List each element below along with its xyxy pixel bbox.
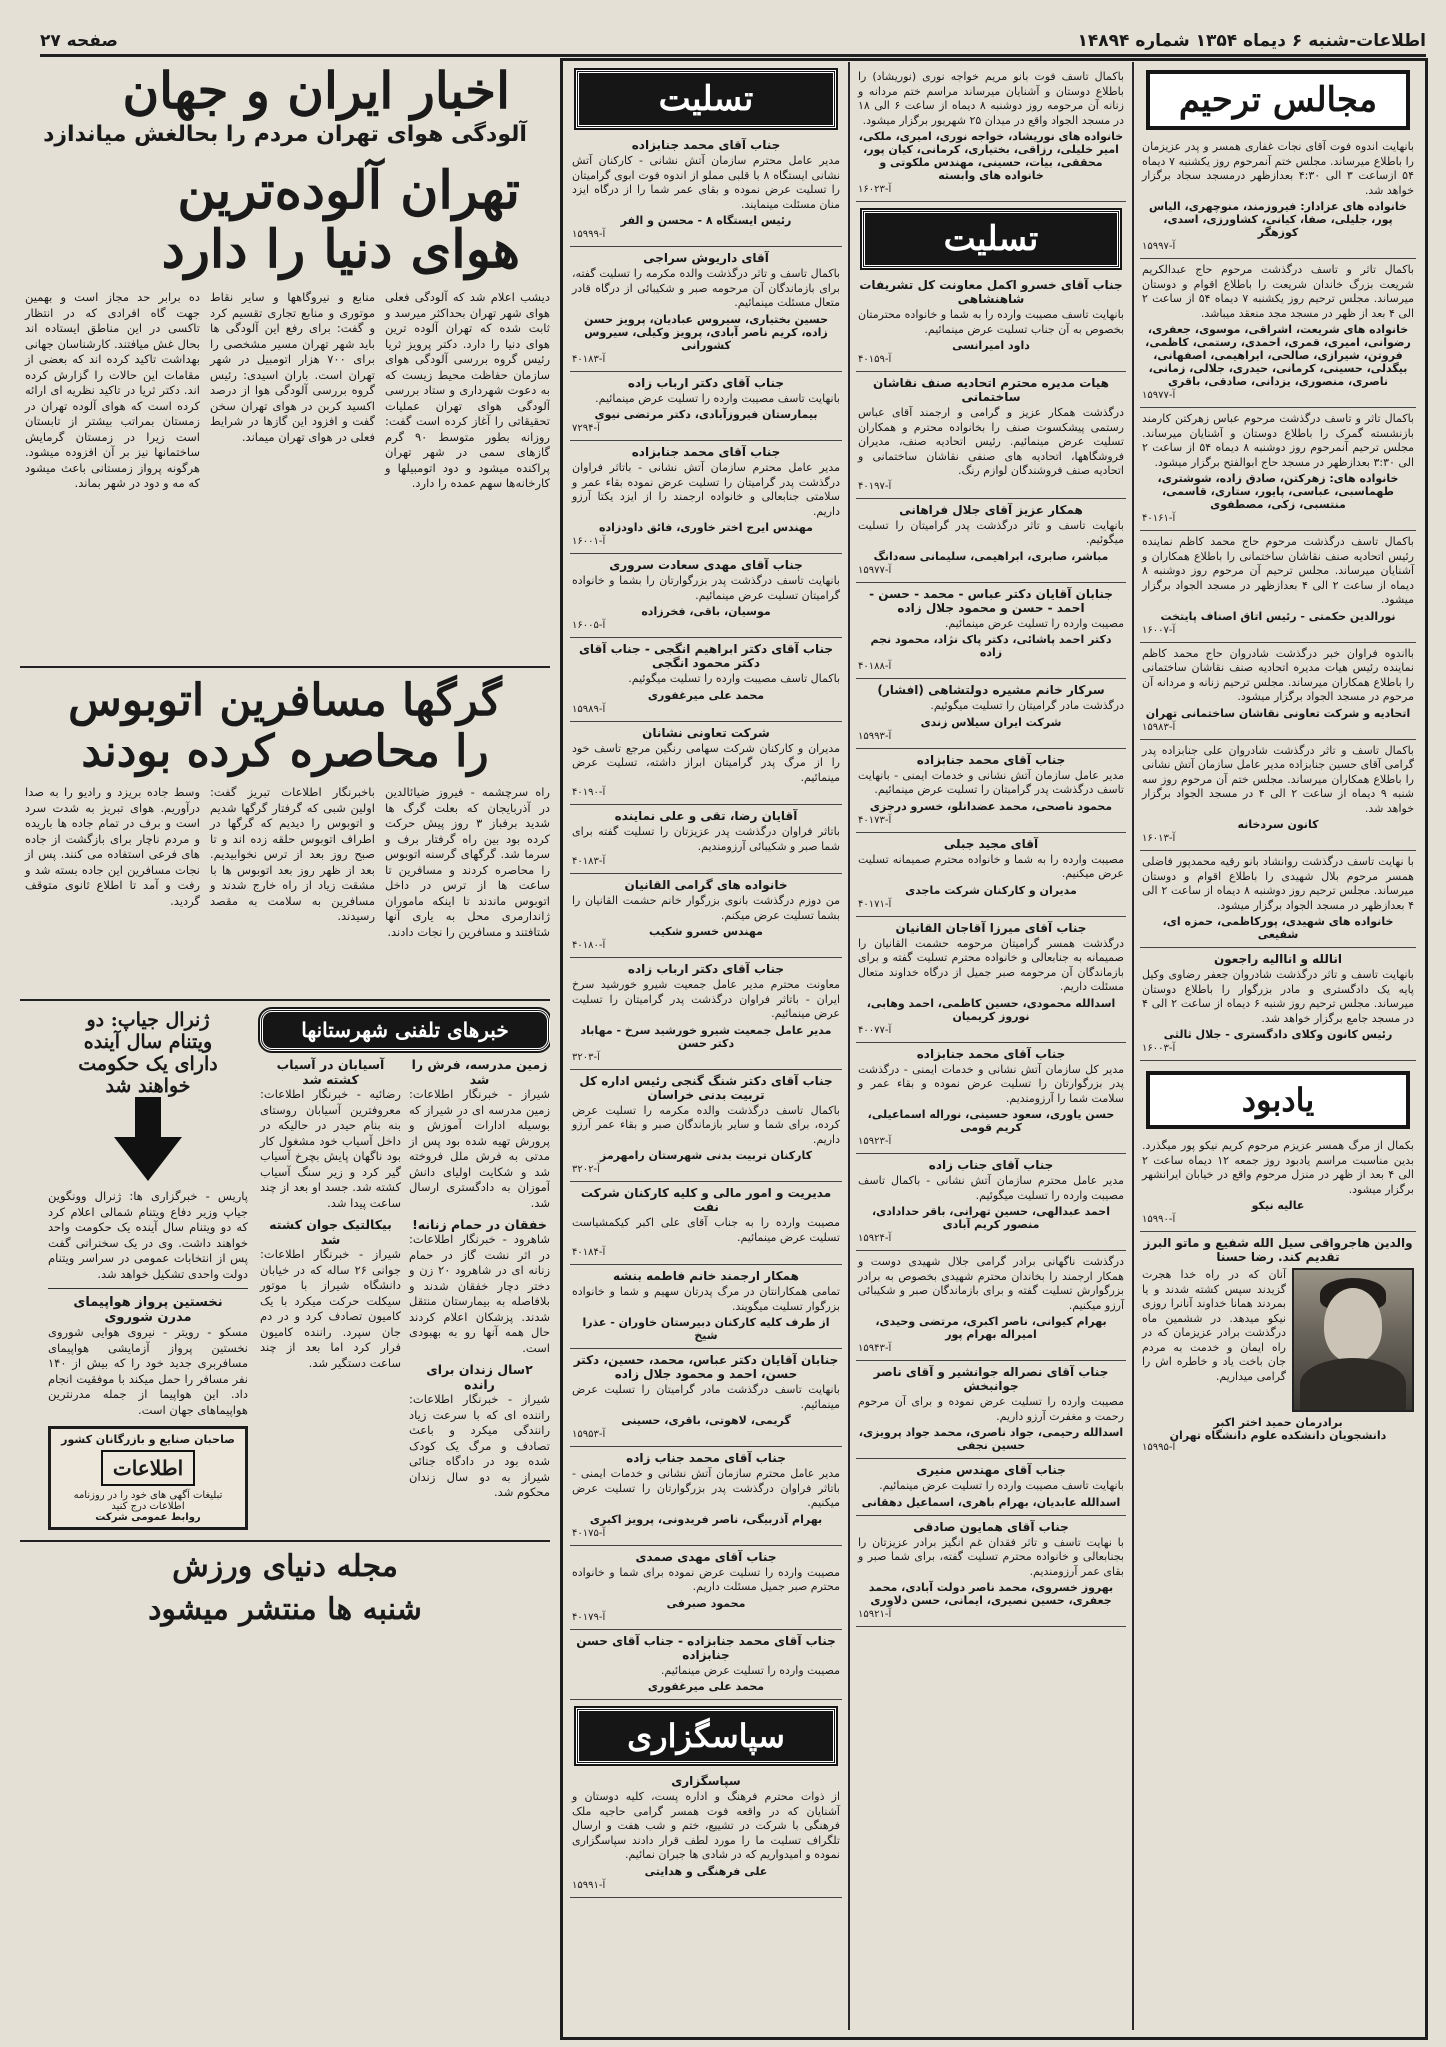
condolence2-notice-body: درگذشت همسر گرامیتان مرحومه حشمت القانیان را صمیمانه به جنابعالی و خانواده محترم تسلیت گفته و برای بازماندگان آن مرحومه صبر جمیل از درگاه خداوند متعال مسئلت داریم. (858, 936, 1124, 993)
condolence-notice-title: جناب آقای محمد جنابزاده - جناب آقای حسن جنابزاده (576, 1633, 836, 1662)
condolence-notice-code: آ-۱۵۹۹۹ (572, 229, 606, 240)
condolence2-notice (856, 372, 1126, 499)
condolence-notice-code: آ-۴۰۱۷۹ (572, 1611, 606, 1623)
memorial-service-notice (1140, 259, 1416, 408)
memorial-service-notice-code: آ-۴۰۱۶۱ (1142, 513, 1176, 524)
condolence-notice-sig: حسین بختیاری، سیروس عبادیان، پرویز حسن زاده، کریم ناصر آبادی، پرویز وکیلی، سیروس کشورانی (584, 312, 828, 352)
condolence-notice-code: آ-۱۵۹۸۹ (572, 703, 606, 715)
condolence-notice-body: مدیر عامل محترم سازمان آتش نشانی - کارکنان آتش نشانی ایستگاه ۸ با قلبی مملو از اندوه فوت ابوی گرامیتان را تسلیت عرض نموده و بقای عمر شما را از درگاه ایزد منان مسئلت مینمایند. (572, 154, 841, 211)
memorial-services-column (1140, 66, 1416, 2026)
sport-title-1: مجله دنیای ورزش (172, 1549, 398, 1585)
condolence2-notice-sig: داود امیرانسی (952, 339, 1030, 352)
condolence2-notice-body: مدیر عامل سازمان آتش نشانی و خدمات ایمنی - بانهایت تاسف درگذشت پدر گرامیتان را تسلیت عرض مینمائیم. (858, 768, 1124, 796)
condolence-notice (570, 1182, 842, 1265)
memorial-service-notice-code: آ-۱۶۰۰۳ (1142, 1043, 1176, 1054)
condolence2-notice-code: آ-۴۰۱۸۸ (858, 661, 892, 672)
condolence-notice-sig: از طرف کلیه کارکنان دبیرستان خاوران - عذرا شیخ (582, 1316, 830, 1342)
top-obituary (856, 66, 1126, 202)
pn2-title: آسیابان در آسیاب کشته شد (276, 1057, 385, 1088)
condolence2-notice-title: جنابان آقایان دکتر عباس - محمد - حسن - احمد - حسن و محمود جلال زاده (869, 586, 1113, 615)
condolence2-notice (856, 679, 1126, 749)
condolence-notice-title: جناب آقای محمد جنابزاده (631, 138, 781, 152)
flight-title-1: نخستین پرواز هواپیمای (73, 1295, 223, 1311)
condolence2-notice-code: آ-۴۰۱۵۹ (858, 354, 892, 365)
ettelaat-ad (48, 1426, 248, 1530)
condolence-notice-code: آ-۱۶۰۰۵ (572, 620, 606, 631)
condolence-notice-body: باکمال تاسف درگذشت والده مکرمه را تسلیت عرض کرده، برای شما و سایر بازماندگان صبر و بقاء عمر آرزو داریم. (572, 1103, 840, 1146)
condolence-notice-sig: مهندس ایرج اختر خاوری، فائق داودزاده (599, 521, 813, 534)
general-body: پاریس - خبرگزاری ها: ژنرال وونگوین جیاپ وزیر دفاع ویتنام شمالی اعلام کرد که دو ویتنام سال آینده یک حکومت واحد خواهند داشت. وی در یک سخنرانی گفت پس از انتخابات عمومی در سراسر ویتنام دولت واحدی تشکیل خواهد شد. (48, 1189, 248, 1281)
condolence-banner-2: تسلیت (862, 210, 1120, 268)
condolence-notice (570, 134, 842, 247)
condolence-notice-sig: محمد علی میرغفوری (647, 688, 765, 702)
condolence2-notice-code: آ-۱۵۹۴۳ (858, 1343, 892, 1354)
condolence-notice-title: جناب آقای مهدی صمدی (635, 1549, 777, 1564)
condolence-notice (570, 1546, 842, 1630)
condolence2-notice-body: درگذشت مادر گرامیتان را تسلیت میگوئیم. (930, 699, 1124, 712)
memorial-service-notice-body: با نهایت تاسف درگذشت روانشاد بانو رقیه محمدپور فاضلی همسر مرحوم بلال شهیدی را باطلاع اقوام و دوستان میرساند. مجلس ترحیم روز دوشنبه ۸ دیماه از ساعت ۲ الی ۴ بعدازظهر در مسجد الجواد برگزار میشود. (1142, 855, 1414, 912)
memorial-service-notice-body: باکمال تاسف و تاثر درگذشت شادروان علی جنابزاده پدر گرامی آقای حسین جنابزاده مدیر عامل سازمان آتش نشانی را باطلاع همکاران میرساند. مجلس ختم آن مرحوم روز سه شنبه ۹ دیماه از ساعت ۲ الی ۴ در مسجد الجواد برگزار خواهد شد. (1142, 743, 1414, 815)
memorial-service-notice-sig: خانواده های شهیدی، پورکاظمی، حمزه ای، شفیعی (1162, 915, 1394, 941)
condolence-notice (570, 247, 842, 372)
memorial-service-notice-code: آ-۱۵۹۹۷ (1142, 241, 1176, 252)
condolence-notice-title: آقایان رضا، تقی و علی نماینده (614, 809, 798, 823)
condolence-notice-sig: مهندس خسرو شکیب (649, 925, 763, 938)
condolence2-notice-body: مصیبت وارده را تسلیت عرض مینمائیم. (944, 616, 1124, 630)
condolence2-notice-sig: دکتر احمد پاشائی، دکتر پاک نژاد، محمود نجم زاده (870, 633, 1112, 659)
memorial-service-notice (1140, 740, 1416, 852)
condolence2-notice-body: با نهایت تاسف و تاثر فقدان غم انگیز برادر عزیزتان را بجنابعالی و خانواده محترم تسلیت گفته، برای شما صبر و بقای عمر آرزومندیم. (858, 1535, 1124, 1578)
section-title: اخبار ایران و جهان (122, 61, 510, 120)
thanks-notice-sig: علی فرهنگی و هدایتی (644, 1864, 768, 1878)
condolence-notice (570, 1265, 842, 1349)
condolence-notice-code: آ-۴۰۱۹۰ (572, 787, 606, 798)
memorial-title: والدین هاجرواقی سیل الله شفیع و ماتو البرز تقدیم کند. رضا حسنا (1143, 1236, 1413, 1264)
memorial-service-notice-body: بااندوه فراوان خبر درگذشت شادروان حاج محمد کاظم نماینده رئیس هیات مدیره اتحادیه صنف نقاشان ساختمانی را باطلاع همکاران میرساند. مجلس ترحیم زنانه و مردانه آن مرحوم در مسجد الجواد برگزار میشود. (1142, 646, 1414, 703)
memorial-service-notice-body: باکمال تاثر و تاسف درگذشت مرحوم عباس زهرکتن کارمند بازنشسته گمرک را باطلاع دوستان و آشنایان میرساند. مجلس ترحیم آنمرحوم روز دوشنبه ۸ دیماه ۵۴ از ساعت ۲ الی ۳:۳۰ بعدازظهر در مسجد حاج ابوالفتح برگزار میشود. (1142, 412, 1414, 469)
majalis-banner: مجالس ترحیم (1146, 70, 1410, 130)
condolence-notice-sig: گریمی، لاهوتی، باقری، حسینی (621, 1414, 791, 1427)
condolence2-notice-sig: بهروز خسروی، محمد ناصر دولت آبادی، محمد جعفری، حسین نصیری، ایمانی، حسن دلاوری (868, 1581, 1114, 1607)
ad-line1: صاحبان صنایع و بازرگانان کشور (61, 1433, 235, 1447)
condolence-notice-sig: موسیان، باقی، فخرزاده (641, 605, 771, 618)
condolence-notice-title: جنابان آقایان دکتر عباس، محمد، حسین، دکتر حسن، احمد و محمود جلال زاده (573, 1353, 839, 1381)
kicker: آلودگی هوای تهران مردم را بحالغش میاندازد (43, 121, 527, 147)
condolence2-notice-title: جناب آقای جناب زاده (928, 1158, 1054, 1172)
condolence2-notice-sig: شرکت ایران سیلاس زندی (920, 715, 1062, 729)
condolence-notice (570, 805, 842, 874)
condolence-notice-body: من دوزم درگذشت بانوی بزرگوار خانم حشمت القانیان را بشما تسلیت عرض میکنم. (572, 894, 840, 922)
condolence-notice (570, 958, 842, 1070)
condolence2-notice-code: آ-۴۰۱۷۱ (858, 898, 892, 910)
story2-col3: وسط جاده بریزد و رادیو را به صدا درآوریم. هوای تبریز به شدت سرد است و برف در تمام جاده ها باریده و مردم ناچار برای بازگشت از جاده های فرعی استفاده می کنند. پس از نجات مسافرین این جاده بسته شد و رفت و آمد تا اطلاع ثانوی متوقف گردید. (25, 785, 200, 908)
ad-line2: تبلیغات آگهی های خود را در روزنامه اطلاعات درج کنید (73, 1490, 223, 1513)
condolence-notice-body: بانهایت تاسف درگذشت مادر گرامیتان را تسلیت عرض مینمائیم. (572, 1383, 840, 1411)
condolence-notice-title: جناب آقای مهدی سعادت سروری (609, 558, 803, 572)
yadbud-code: آ-۱۵۹۹۰ (1142, 1214, 1176, 1225)
memorial-service-notice (1140, 851, 1416, 948)
condolence-notice-body: باکمال تاسف مصیبت وارده را تسلیت میگوئیم. (628, 672, 840, 685)
ad-line3: روابط عمومی شرکت (95, 1512, 201, 1524)
condolence-notice-code: آ-۴۰۱۷۵ (572, 1527, 606, 1539)
condolence2-notice-title: هیات مدیره محترم اتحادیه صنف نقاشان ساختمانی (872, 376, 1110, 404)
condolence-notice (570, 554, 842, 638)
condolence-notice-body: تمامی همکارانتان در مرگ پدرتان سهیم و شما و خانواده بزرگوار تسلیت میگویند. (572, 1285, 840, 1313)
condolence2-notice-code: آ-۱۵۹۹۳ (858, 730, 892, 742)
condolence-notice-title: جناب آقای محمد جناب زاده (626, 1451, 786, 1465)
condolence2-notice (856, 1516, 1126, 1628)
condolence2-notice-title: جناب آقای مهندس منیری (916, 1463, 1066, 1477)
memorial-service-notice-sig: رئیس کانون وکلای دادگستری - جلال ثالثی (1163, 1028, 1393, 1041)
yadbud-sig: عالیه نیکو (1251, 1199, 1305, 1212)
memorial-service-notice-sig: خانواده های: زهرکتن، صادق زاده، شوشتری، طهماسبی، عباسی، پایور، ستاری، قاسمی، منتسبی، زکی، مصطفوی (1157, 472, 1399, 511)
condolence2-notice-sig: مدیران و کارکنان شرکت ماجدی (905, 883, 1077, 897)
condolence2-notice-sig: بهرام کیوانی، ناصر اکبری، مرتضی وحیدی، امیراله بهرام پور (875, 1315, 1107, 1341)
condolence-notice-code: آ-۴۰۱۸۰ (572, 940, 606, 951)
issue-info: اطلاعات-شنبه ۶ دیماه ۱۳۵۴ شماره ۱۴۸۹۴ (1077, 31, 1426, 51)
yadbud-banner: یادبود (1146, 1071, 1410, 1129)
condolence2-notice-title: جناب آقای نصراله جوانشیر و آقای ناصر جوانبخش (873, 1365, 1109, 1393)
story1-columns (20, 290, 550, 660)
condolence-notice-body: مصیبت وارده را تسلیت عرض مینمائیم. (660, 1663, 840, 1677)
condolence2-notice (856, 917, 1126, 1043)
condolence2-notice (856, 833, 1126, 917)
story2-headline-2: را محاصره کرده بودند (81, 725, 489, 777)
condolence-notice-body: باتاثر فراوان درگذشت پدر عزیزتان را تسلیت گفته برای شما صبر و شکیبائی آرزومندیم. (572, 825, 840, 853)
condolence2-notice-sig: اسدالله عابدیان، بهرام باهری، اسماعیل دهقانی (861, 1495, 1121, 1509)
story1-col1: دیشب اعلام شد که آلودگی فعلی هوای شهر تهران بحداکثر میرسد و ثابت شده که تهران آلوده ترین هوای دنیا را دارد. دکتر پرویز ثریا رئیس گروه بررسی آلودگی هوای سازمان حفاظت محیط زیست که به دعوت شهرداری و ستاد بررسی آلودگی هوای تهران عملیات تحقیقاتی را آغاز کرده است گفت: روزانه بطور متوسط ۹۰ گرم گازهای سمی در شهر تهران پراکنده میشود و دود اتومبیلها و کارخانه‌ها سهم عمده را دارد. (385, 290, 550, 491)
memorial-service-notice-code: آ-۱۶۰۱۳ (1142, 833, 1176, 844)
condolence2-notice-title: جناب آقای محمد جنابزاده (916, 1046, 1066, 1061)
condolence-notice-body: مصیبت وارده را تسلیت عرض نموده برای شما و خانواده محترم صبر جمیل مسئلت داریم. (572, 1565, 840, 1593)
condolence-column-2 (856, 66, 1126, 2026)
thanks-notice-body: از ذوات محترم فرهنگ و اداره پست، کلیه دوستان و آشنایان که در واقعه فوت همسر گرامی حاجیه ملک فرهنگی با شرکت در تشییع، ختم و شب هفت و ارسال تلگراف تسلیت ما را مورد لطف قرار دادند سپاسگزاری نموده و امیدواریم که در شادی ها جبران نمائیم. (572, 1790, 840, 1861)
general-title (48, 1009, 248, 1097)
condolence2-notice-code: آ-۴۰۱۹۷ (858, 480, 892, 492)
condolence2-notice-sig: حسن یاوری، سعود حسینی، نوراله اسماعیلی، کریم قومی (867, 1108, 1115, 1134)
pn1-body: شیراز - خبرنگار اطلاعات: زمین مدرسه ای در شیراز که بوسیله ادارات آموزش و پرورش تهیه شده بود پس از مدتی به فرش ملل فروخته شد و شکایت اولیای دانش آموزان به دادگستری ارسال شد. (409, 1087, 550, 1210)
pn1-title: زمین مدرسه، فرش را شد (411, 1057, 548, 1088)
condolence2-notice (856, 499, 1126, 583)
condolence-notice (570, 441, 842, 554)
memorial-code: آ-۱۵۹۹۵ (1142, 1442, 1176, 1453)
thanks-notice-code: آ-۱۵۹۹۱ (572, 1879, 606, 1891)
condolence-notice-code: آ-۴۰۱۸۳ (572, 856, 606, 867)
pn5-title: بیکالتیک جوان کشته شد (269, 1217, 392, 1248)
flight-body: مسکو - رویتر - نیروی هوایی شوروی نخستین پرواز آزمایشی هواپیمای مسافربری جدید خود را که بیش از ۱۴۰ نفر مسافر را حمل میکند با موفقیت انجام داد. این هواپیما از جمله مدرنترین هواپیماهای جهان است. (48, 1325, 248, 1417)
condolence2-notice-body: بانهایت تاسف مصیبت وارده را به شما و خانواده محترمتان بخصوص به آن جناب تسلیت عرض مینمائیم. (858, 308, 1124, 336)
top-obituary-family: خانواده های نوریشاد، خواجه نوری، امیری، ملکی، امیر خلیلی، رزاقی، بختیاری، کرمانی، کیان پور، محققی، بیات، حسینی، مهندس ملکوتی و خانواده های وابسته (858, 130, 1124, 182)
general-title-4: خواهند شد (105, 1075, 191, 1098)
condolence2-notice-body: مدیر کل سازمان آتش نشانی و خدمات ایمنی - درگذشت پدر بزرگوارتان را تسلیت عرض نموده و بقاء عمر و سلامت شما را آرزومندیم. (858, 1062, 1124, 1105)
thanks-banner: سپاسگزاری (576, 1708, 836, 1764)
condolence-notice (570, 1447, 842, 1546)
condolence2-notice-code: آ-۴۰۰۷۷ (858, 1024, 892, 1036)
memorial-service-notice-code: آ-۱۵۹۷۷ (1142, 390, 1176, 401)
condolence-notice-title: همکار ارجمند خانم فاطمه بنشه (613, 1269, 799, 1283)
condolence-notice-body: بانهایت تاسف درگذشت پدر بزرگوارتان را بشما و خانواده گرامیتان تسلیت عرض مینمائیم. (572, 574, 840, 602)
condolence-notice (570, 874, 842, 958)
condolence2-notice-body: درگذشت ناگهانی برادر گرامی جلال شهیدی دوست و همکار ارجمند را بخاندان محترم شهیدی بخصوص به برادر بزرگوارش تسلیت گفته و برای بازماندگان صبر و شکیبائی آرزو میکنیم. (858, 1255, 1124, 1312)
yadbud-notice (1140, 1135, 1416, 1232)
thanks-notice-title: سپاسگزاری (671, 1774, 741, 1788)
condolence-notice-sig: کارکنان تربیت بدنی شهرستان رامهرمز (600, 1149, 812, 1162)
world-news-block (48, 1009, 248, 1530)
condolence-notice-title: آقای داریوش سراجی (643, 251, 769, 265)
general-title-3: دارای یک حکومت (78, 1053, 218, 1076)
memorial-service-notice (1140, 408, 1416, 531)
memorial-tail: دانشجویان دانشکده علوم دانشگاه تهران (1169, 1429, 1387, 1442)
condolence-banner: تسلیت (576, 70, 836, 128)
condolence2-notice-title: همکار عزیز آقای جلال فراهانی (899, 502, 1083, 517)
condolence2-notice-code: آ-۱۵۹۲۱ (858, 1609, 892, 1620)
condolence2-notice-title: جناب آقای همایون صادقی (913, 1519, 1069, 1534)
condolence-notice (570, 638, 842, 722)
memorial-body: آنان که در راه خدا هجرت گزیدند سپس کشته شدند و یا بمردند همانا خداوند آنانرا روزی نیکو میدهد. در ششمین ماه درگذشت برادر عزیزمان که در راه ایمان و خدمت به مردم جان باخت یاد و خاطره اش را گرامی میداریم. (1142, 1268, 1286, 1383)
condolence2-notice-title: جناب آقای میرزا آقاجان القانیان (895, 920, 1087, 935)
condolence-notice-sig: مدیر عامل جمعیت شیرو خورشید سرخ - مهاباد دکتر حسن (580, 1023, 832, 1050)
condolence-notice-title: خانواده های گرامی القانیان (624, 878, 788, 892)
story1-col2: منابع و نیروگاهها و سایر نقاط موتوری و منابع تجاری تقسیم کرد و گفت: برای رفع این آلودگی ها باید شهر تهران مسیر مشخصی را برای ۷۰۰ هزار اتومبیل در شهر تهران است. باران اسیدی: رئیس گروه بررسی آلودگی هوا از درصد اکسید کربن در هوای تهران سخن گفت و افزود این گازها در شرایط فعلی در هوای تهران میماند. (210, 290, 375, 444)
condolence-notice-title: شرکت تعاونی نشانان (642, 725, 770, 740)
condolence-notice (570, 722, 842, 806)
condolence2-notice-body: مصیبت وارده را تسلیت عرض نموده و برای آن مرحوم رحمت و مغفرت آرزو داریم. (858, 1395, 1124, 1423)
condolence-notice-title: مدیریت و امور مالی و کلیه کارکنان شرکت نفت (580, 1186, 832, 1214)
condolence-notice-sig: محمد علی میرغفوری (647, 1680, 765, 1693)
condolence2-notice-sig: اسدالله محمودی، حسین کاظمی، احمد وهابی، نوروز کریمیان (866, 996, 1116, 1023)
condolence-notice-body: مدیران و کارکنان شرکت سهامی رنگین مرجع تاسف خود را از مرگ پدر گرامیتان ابراز داشته، تسلیت عرض مینمائیم. (572, 741, 840, 784)
condolence-notice (570, 1349, 842, 1447)
condolence2-notice-body: درگذشت همکار عزیز و گرامی و ارجمند آقای عباس رستمی پیشکسوت صنف را بخانواده محترم و همکاران تسلیت عرض مینمائیم. رئیس اتحادیه صنف، مدیران فروشگاهها، اتحادیه های صنفی نقاشان ساختمانی و اتحادیه صنف فروشندگان لوازم رنگ. (858, 406, 1124, 477)
condolence2-notice-sig: احمد عبدالهی، حسین تهرانی، باقر حدادادی، منصور کریم آبادی (871, 1205, 1111, 1231)
flight-title-2: مدرن شوروی (104, 1310, 192, 1326)
condolence2-notice (856, 274, 1126, 372)
condolence-notice-body: مصیبت وارده را به جناب آقای علی اکبر کیکمشیاست تسلیت عرض مینمائیم. (572, 1216, 840, 1244)
memorial-service-notice-code: آ-۱۶۰۰۷ (1142, 624, 1176, 636)
condolence2-notice-title: جناب آقای خسرو اکمل معاونت کل تشریفات شاهنشاهی (859, 278, 1123, 306)
condolence-notice-body: مدیر عامل محترم سازمان آتش نشانی و خدمات ایمنی - باتاثر فراوان درگذشت پدر بزرگوارتان را تسلیت عرض میکنیم. (572, 1467, 840, 1509)
page-header (40, 28, 1426, 57)
memorial-service-notice (1140, 643, 1416, 740)
left-news-section (20, 60, 550, 2035)
condolence2-notice-body: بانهایت تاسف مصیبت وارده را تسلیت عرض مینمائیم. (879, 1479, 1124, 1492)
condolence2-notice (856, 1154, 1126, 1251)
story2-col1: راه سرچشمه - فیروز ضیائالدین در آذربایجان که بعلت گرگ ها شدید برفباز ۳ روز پیش حرکت کرده بود بین راه گرفتار برف و سرما شد. گرگهای گرسنه اتوبوس را محاصره کردند و مسافرین تا ساعت ها از ترس در داخل اتوبوس ماندند تا اینکه ماموران ژاندارمری محل به یاری آنها شتافتند و مسافرین را نجات دادند. (385, 785, 550, 939)
condolence-notice-sig: بهرام آذربیگی، ناصر فریدونی، پرویز اکبری (589, 1512, 823, 1526)
condolence-notice-body: مدیر عامل محترم سازمان آتش نشانی - باتاثر فراوان درگذشت پدر گرامیتان را تسلیت عرض نموده بقاء عمر و سلامتی جنابعالی و خانواده ارجمند را از ایزد یکتا آرزو داریم. (572, 461, 840, 518)
condolence-notice-title: جناب آقای محمد جنابزاده (631, 445, 781, 459)
condolence-notice-title: جناب آقای دکتر شنگ گنجی رئیس اداره کل تربیت بدنی خراسان (579, 1073, 833, 1102)
condolence2-notice-body: مصیبت وارده را به شما و خانواده محترم صمیمانه تسلیت عرض میکنیم. (858, 852, 1124, 880)
memorial-service-notice-body: باکمال تاسف درگذشت مرحوم حاج محمد کاظم نماینده رئیس اتحادیه صنف نقاشان ساختمانی را باطلاع همکاران و آشنایان میرساند. مجلس ترحیم آن مرحوم روز دوشنبه ۸ دیماه از ساعت ۲ الی ۴ بعدازظهر در مسجد الجواد برگزار میشود. (1142, 535, 1414, 606)
memorial-service-notice (1140, 531, 1416, 643)
condolence2-notice-sig: مباشر، صابری، ابراهیمی، سلیمانی سه‌دانگ (873, 549, 1109, 563)
memorial-sig: برادرمان حمید اختر اکبر (1213, 1416, 1343, 1429)
condolence2-notice-code: آ-۱۵۹۲۳ (858, 1136, 892, 1147)
memorial-service-notice-sig: اتحادیه و شرکت تعاونی نقاشان ساختمانی تهران (1145, 706, 1411, 720)
sport-title-2: شنبه ها منتشر میشود (148, 1591, 422, 1627)
condolence-notice-sig: محمود صبرفی (666, 1596, 746, 1610)
condolence-notice-body: معاونت محترم مدیر عامل جمعیت شیرو خورشید سرخ ایران - باتاثر فراوان درگذشت پدر گرامیتان را تسلیت عرض مینمائیم. (572, 978, 840, 1020)
general-title-2: ویتنام سال آینده (83, 1031, 213, 1054)
portrait-photo (1292, 1268, 1414, 1412)
down-arrow-icon (48, 1097, 248, 1181)
condolence2-notice-body: مدیر عامل محترم سازمان آتش نشانی - باکمال تاسف مصیبت وارده را تسلیت میگوئیم. (858, 1174, 1124, 1202)
condolence2-notice (856, 1043, 1126, 1155)
condolence-notice-title: جناب آقای دکتر ارباب زاده (627, 962, 785, 976)
yadbud-body: بکمال از مرگ همسر عزیزم مرحوم کریم نیکو پور میگذرد. بدین مناسبت مراسم یادبود روز جمعه ۱۲ دیماه ساعت ۲ الی ۴ بعد از ظهر در منزل مرحوم واقع در خیابان ایرانشهر برگزار میشود. (1142, 1139, 1415, 1196)
top-obituary-code: آ-۱۶۰۲۳ (858, 184, 892, 195)
condolence2-notice (856, 1459, 1126, 1516)
condolence2-notice (856, 749, 1126, 833)
condolence-notice (570, 1630, 842, 1701)
divider (1132, 62, 1134, 2030)
condolence2-notice (856, 1251, 1126, 1361)
memorial-service-notice-sig: نورالدین حکمتی - رئیس اتاق اصناف پایتخت (1160, 609, 1396, 623)
memorial-service-notice-sig: خانواده های شریعت، اشراقی، موسوی، جعفری، رضوانی، امیری، قمری، احمدی، رستمی، کاظمی، فروتن، شیرازی، صالحی، ابراهیمی، اصفهانی، بیگدلی، حسینی، کرمانی، حیدری، جلالی، زمانی، ناصری، منصوری، یزدانی، صادقی، باقری (1145, 323, 1411, 388)
pn3-title: خفقان در حمام زنانه! (412, 1217, 547, 1233)
condolence2-notice-code: آ-۱۵۹۲۴ (858, 1233, 892, 1244)
thanks-notice (570, 1770, 842, 1898)
memorial-service-notice (1140, 136, 1416, 259)
main-headline-1: تهران آلوده‌ترین (177, 159, 520, 221)
story2-col2: باخبرنگار اطلاعات تبریز گفت: اولین شبی که گرفتار گرگها شدیم و اتوبوس را دیدیم که گرگها در اطراف اتوبوس حلقه زده اند و تا صبح روز بعد از ترس نخوابیدیم. بعد از ظهر روز بعد اتوبوس ها با مشقت زیاد از راه خارج شدند و مسافرین به سلامت به مقصد رسیدند. (210, 785, 375, 924)
pn2-body: رضائیه - خبرنگار اطلاعات: معروفترین آسیابان روستای بنه بنام حیدر در حالیکه در داخل آسیاب خود مشغول کار بود ناگهان پایش بچرخ آسیاب گیر کرد و زیر سنگ آسیاب کشته شد. جسد او بعد از چند ساعت پیدا شد. (260, 1087, 401, 1210)
condolence2-notice (856, 1361, 1126, 1459)
condolence2-notice-sig: محمود ناصحی، محمد عضدانلو، خسرو درجزی (869, 799, 1113, 813)
condolence-notice-code: آ-۴۰۱۸۴ (572, 1247, 606, 1258)
condolence-notice-code: آ-۱۵۹۵۳ (572, 1429, 606, 1440)
condolence-notice-code: آ-۳۲۰۳ (572, 1051, 600, 1063)
condolence-notice-code: آ-۱۶۰۰۱ (572, 536, 606, 547)
memorial-service-notice-sig: خانواده های عزادار: فیروزمند، منوچهری، الیاس پور، جلیلی، صفا، کیانی، کشاورزی، اسدی، کوزهگر (1149, 200, 1407, 239)
memorial-service-notice-title: انالله و اناالیه راجعون (1214, 952, 1342, 966)
divider (848, 62, 850, 2030)
story1-col3: ده برابر حد مجاز است و بهمین جهت گاه افرادی که در انتظار تاکسی در این مناطق ایستاده اند بحال غش میافتند. کارشناسان جهانی بهداشت تاکید کرده اند که بعضی از مقامات این حالات را گزارش کرده اند. دکتر ثریا در تاکید نظریه ای ارائه کرده است که هوای آلوده تهران در زمستان بمراتب بیشتر از تابستان است زیرا در زمستان گرمایش ساختمانها نیز بر آن افزوده میشود. هرگونه پرواز زمستانی باعث میشود که مه و دود در شهر بماند. (25, 290, 200, 491)
condolence-notice-code: آ-۷۲۹۴ (572, 423, 600, 434)
memorial-service-notice-body: باکمال تاثر و تاسف درگذشت مرحوم حاج عبدالکریم شریعت بزرگ خاندان شریعت را باطلاع اقوام و دوستان میرساند. مجلس ترحیم روز یکشنبه ۷ دیماه ۵۴ از ساعت ۲ الی ۴ بعد از ظهر در مسجد مجد منعقد میباشد. (1142, 263, 1414, 320)
condolence2-notice-sig: اسدالله رحیمی، جواد ناصری، محمد جواد پرویزی، حسین نجفی (858, 1426, 1124, 1452)
condolence2-notice-title: سرکار خانم مشیره دولتشاهی (افشار) (877, 683, 1105, 697)
condolence2-notice-title: آقای مجید جبلی (943, 836, 1039, 851)
condolence2-notice-title: جناب آقای محمد جنابزاده (916, 752, 1066, 767)
memorial-service-notice-body: بانهایت تاسف و تاثر درگذشت شادروان جعفر رضاوی وکیل پایه یک دادگستری و مادر بزرگوار را باطلاع دوستان میرساند. مجلس ترحیم روز شنبه ۶ دیماه از ساعت ۲ الی ۴ در مسجد جامع برگزار خواهد شد. (1142, 968, 1414, 1025)
phone-news-title: خبرهای تلفنی شهرستانها (260, 1009, 550, 1051)
condolence2-notice (856, 583, 1126, 680)
pn4-body: شیراز - خبرنگار اطلاعات: راننده ای که با سرعت زیاد رانندگی میکرد و باعث تصادف و مرگ یک کودک شده بود در دادگاه جنائی شیراز به دو سال زندان محکوم شد. (409, 1392, 550, 1500)
pn4-title: ۲سال زندان برای رانده (426, 1362, 533, 1393)
condolence-notice-body: باکمال تاسف و تاثر درگذشت والده مکرمه را تسلیت گفته، برای بازماندگان آن مرحومه صبر و شکیبائی از درگاه قادر متعال مسئلت مینمائیم. (572, 267, 840, 309)
condolence2-notice-code: آ-۱۵۹۷۷ (858, 564, 892, 576)
ad-logo: اطلاعات (101, 1450, 195, 1486)
memorial-service-notice-code: آ-۱۵۹۸۳ (1142, 721, 1176, 733)
pn5-body: شیراز - خبرنگار اطلاعات: جوانی ۲۶ ساله که در خیابان دانشگاه شیراز با موتور سیکلت حرکت میکرد با یک کامیون تصادف کرد و در دم جان سپرد. راننده کامیون فرار کرد اما بعد از چند ساعت دستگیر شد. (260, 1247, 402, 1370)
condolence-notice-sig: بیمارستان فیروزآبادی، دکتر مرتضی نیوی (594, 408, 818, 421)
pn3-body: شاهرود - خبرنگار اطلاعات: در اثر نشت گاز در حمام زنانه ای در شاهرود ۲۰ زن و دختر دچار خفقان شدند و بلافاصله به بیمارستان منتقل شدند. پزشکان اعلام کردند حال همه آنها رو به بهبودی است. (409, 1232, 550, 1355)
memorial-service-notice-body: بانهایت اندوه فوت آقای نجات غفاری همسر و پدر عزیزمان را باطلاع میرساند. مجلس ختم آنمرحوم روز یکشنبه ۷ دیماه ۵۴ ازساعت ۳ الی ۴:۳۰ بعدازظهر درمسجد سجاد برگزار خواهد شد. (1142, 140, 1414, 197)
condolence-notice-body: بانهایت تاسف مصیبت وارده را تسلیت عرض مینمائیم. (595, 391, 840, 405)
condolence-notice-code: آ-۳۲۰۲ (572, 1164, 600, 1175)
condolence2-notice-body: بانهایت تاسف و تاثر درگذشت پدر گرامیتان را تسلیت میگوئیم. (858, 518, 1124, 546)
condolence-notice-title: جناب آقای دکتر ارباب زاده (627, 375, 785, 390)
condolence-notice (570, 1070, 842, 1183)
main-headline-2: هوای دنیا را دارد (161, 219, 520, 281)
memorial-service-notice-sig: کانون سردخانه (1237, 818, 1319, 831)
top-obituary-body: باکمال تاسف فوت بانو مریم خواجه نوری (نوریشاد) را باطلاع دوستان و آشنایان میرساند مراسم ختم مردانه و زنانه آن مرحومه روز دوشنبه ۸ دیماه از ساعت ۶ الی ۱۸ در مسجد الجواد واقع در میدان ۲۵ شهریور برگزار میشود. (858, 70, 1124, 127)
condolence-notice (570, 372, 842, 442)
story2-headline-1: گرگها مسافرین اتوبوس (68, 675, 502, 727)
condolence-column-1 (570, 66, 842, 2026)
condolence-notice-code: آ-۴۰۱۸۳ (572, 353, 606, 365)
page-number: صفحه ۲۷ (40, 31, 118, 51)
phone-news-block (260, 1009, 550, 1530)
condolence-notice-sig: رئیس ایستگاه ۸ - محسن و الفر (620, 214, 792, 227)
general-title-1: ژنرال جیاپ: دو (86, 1009, 210, 1032)
condolence-notice-title: جناب آقای دکتر ابراهیم انگجی - جناب آقای دکتر محمود انگجی (578, 642, 834, 670)
memorial-service-notice (1140, 948, 1416, 1061)
story2-columns (20, 785, 550, 995)
memorial-notice (1140, 1232, 1416, 1457)
condolence2-notice-code: آ-۴۰۱۷۳ (858, 814, 892, 826)
